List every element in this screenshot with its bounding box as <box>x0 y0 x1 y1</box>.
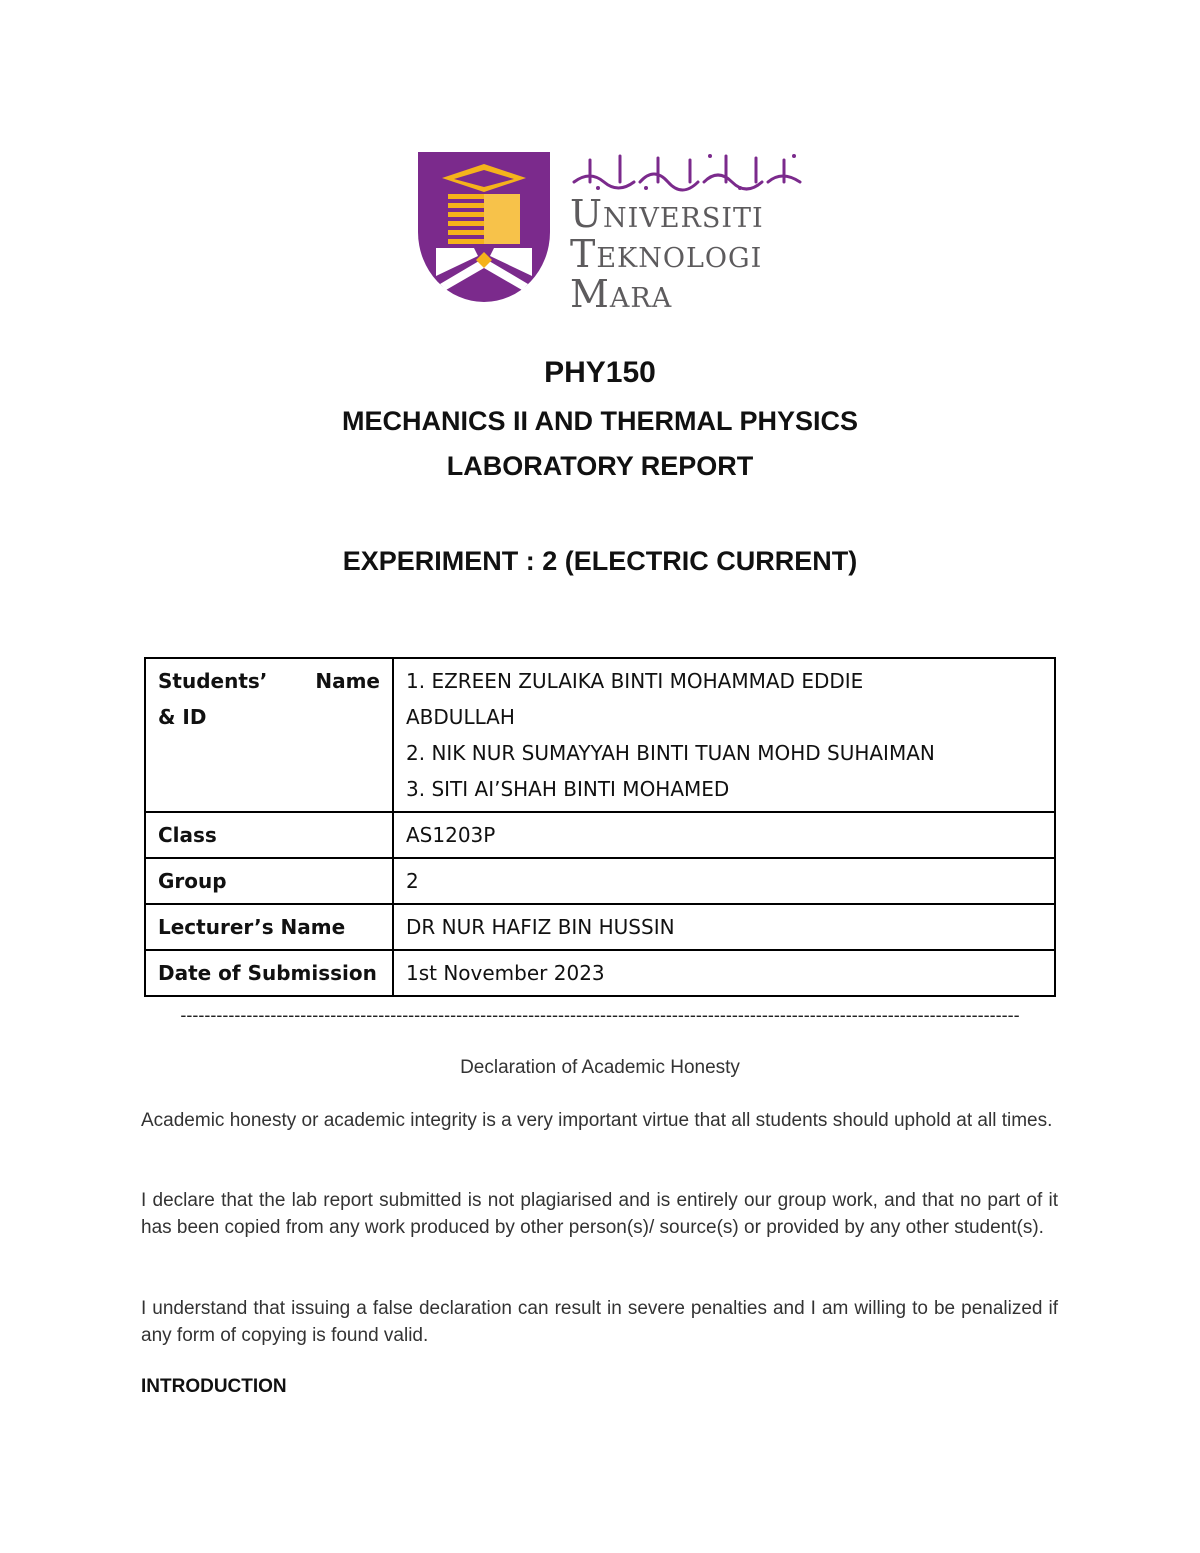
university-name-line-2: Teknologi <box>570 232 763 276</box>
table-row-lecturer <box>145 904 1055 950</box>
students-label-cell <box>145 658 393 812</box>
lecturer-label: Lecturer’s Name <box>145 904 393 950</box>
students-label-name: Name <box>315 669 380 693</box>
submission-date-value: 1st November 2023 <box>393 950 1055 996</box>
table-row-class <box>145 812 1055 858</box>
report-info-table <box>144 657 1056 997</box>
declaration-paragraph-2: I declare that the lab report submitted is not plagiarised and is entirely our group work, and that no part of it has been copied from any work produced by other person(s)/ source(s) or provided by any other student(s). <box>141 1190 1058 1238</box>
university-logo <box>418 152 808 316</box>
jawi-script-icon <box>570 152 806 192</box>
report-title: LABORATORY REPORT <box>446 451 754 481</box>
student-name-2: 2. NIK NUR SUMAYYAH BINTI TUAN MOHD SUHAIMAN <box>406 741 935 765</box>
lecturer-value: DR NUR HAFIZ BIN HUSSIN <box>393 904 1055 950</box>
students-label-id: & ID <box>158 705 207 729</box>
declaration-paragraph-1: Academic honesty or academic integrity is a very important virtue that all students should uphold at all times. <box>141 1110 1053 1131</box>
uitm-crest-icon <box>418 152 550 304</box>
group-value: 2 <box>393 858 1055 904</box>
university-name-line-1: Universiti <box>570 192 764 236</box>
students-names-cell <box>393 658 1055 812</box>
table-row-group <box>145 858 1055 904</box>
course-code: PHY150 <box>544 356 656 389</box>
class-label: Class <box>145 812 393 858</box>
student-name-1-cont: ABDULLAH <box>406 705 515 729</box>
experiment-title: EXPERIMENT : 2 (ELECTRIC CURRENT) <box>342 546 858 576</box>
university-name-line-3: Mara <box>570 272 673 316</box>
students-label-word: Students’ <box>158 669 268 693</box>
declaration-title: Declaration of Academic Honesty <box>460 1057 740 1078</box>
student-name-3: 3. SITI AI’SHAH BINTI MOHAMED <box>406 777 730 801</box>
university-name <box>570 194 764 314</box>
section-heading-introduction: INTRODUCTION <box>141 1376 287 1397</box>
declaration-paragraph-3: I understand that issuing a false declaration can result in severe penalties and I am willing to be penalized if any form of copying is found valid. <box>141 1298 1058 1346</box>
course-title: MECHANICS II AND THERMAL PHYSICS <box>341 406 859 436</box>
dashed-separator: -------------------------------------------------------------------------------------------------------------------------------------------- <box>180 1005 1020 1025</box>
table-row-submission-date <box>145 950 1055 996</box>
submission-date-label: Date of Submission <box>145 950 393 996</box>
group-label: Group <box>145 858 393 904</box>
class-value: AS1203P <box>393 812 1055 858</box>
student-name-1: 1. EZREEN ZULAIKA BINTI MOHAMMAD EDDIE <box>406 669 864 693</box>
table-row-students <box>145 658 1055 812</box>
